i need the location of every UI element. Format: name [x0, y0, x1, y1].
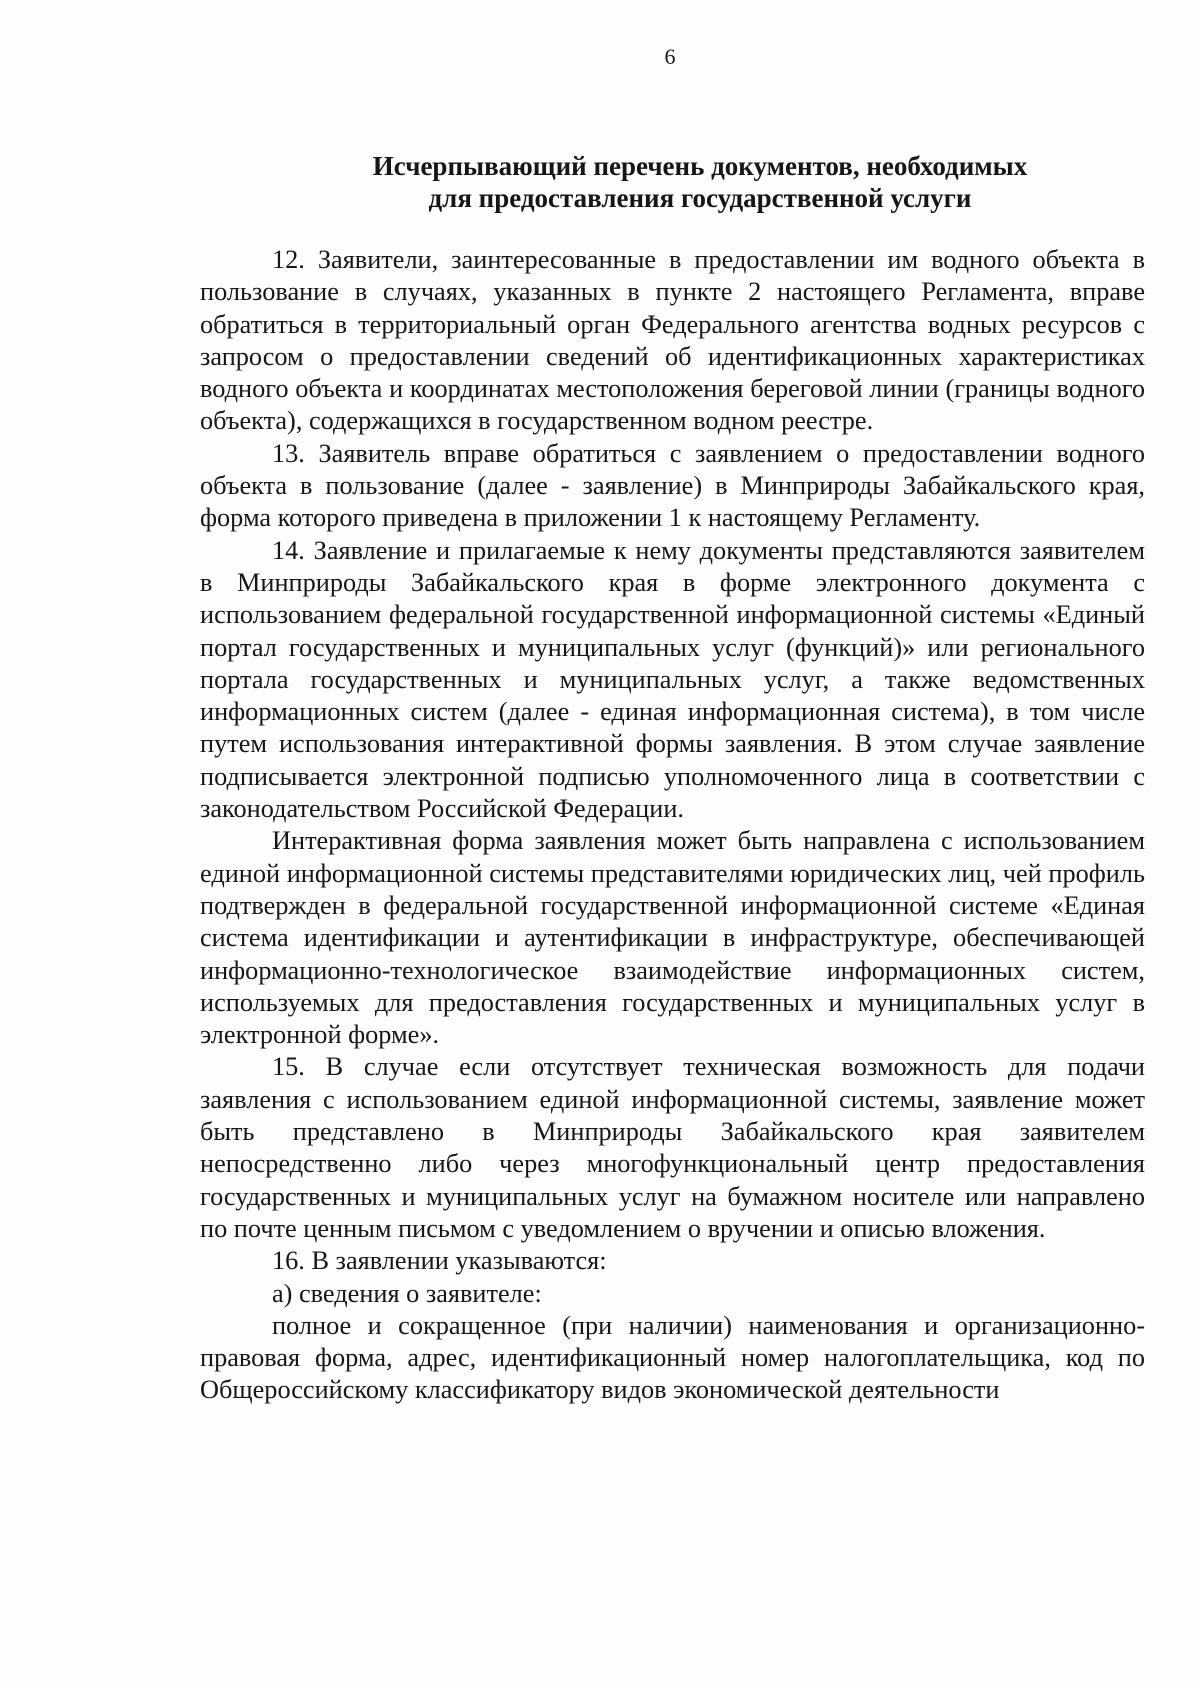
paragraph-16: 16. В заявлении указываются: — [272, 1246, 607, 1276]
paragraph-16-a-details: полное и сокращенное (при наличии) наименования и организационно-правовая форма, адрес, идентификационный номер налогоплательщика, код по Общероссийскому классификатору видов экономической деятельности — [200, 1310, 1145, 1405]
paragraph-13: 13. Заявитель вправе обратиться с заявлением о предоставлении водного объекта в пользование (далее - заявление) в Минприроды Забайкальского края, форма которого приведена в приложении 1 к настоящему Регламенту. — [200, 438, 1145, 533]
document-body — [200, 244, 1145, 1407]
paragraph-14-interactive-form: Интерактивная форма заявления может быть направлена с использованием единой информационной системы представителями юридических лиц, чей профиль подтвержден в федеральной государственной информационной системе «Единая система идентификации и аутентификации в инфраструктуре, обеспечивающей информационно-технологическое взаимодействие информационных систем, используемых для предоставления государственных и муниципальных услуг в электронной форме». — [200, 826, 1145, 1050]
section-heading — [200, 150, 1200, 214]
section-heading-line-2: для предоставления государственной услуги — [428, 183, 972, 213]
paragraph-15: 15. В случае если отсутствует техническая возможность для подачи заявления с использованием единой информационной системы, заявление может быть представлено в Минприроды Забайкальского края заявителем непосредственно либо через многофункциональный центр предоставления государственных и муниципальных услуг на бумажном носителе или направлено по почте ценным письмом с уведомлением о вручении и описью вложения. — [200, 1052, 1145, 1243]
section-heading-line-1: Исчерпывающий перечень документов, необходимых — [372, 151, 1028, 181]
paragraph-14: 14. Заявление и прилагаемые к нему документы представляются заявителем в Минприроды Забайкальского края в форме электронного документа с использованием федеральной государственной информационной системы «Единый портал государственных и муниципальных услуг (функций)» или регионального портала государственных и муниципальных услуг, а также ведомственных информационных систем (далее - единая информационная система), в том числе путем использования интерактивной формы заявления. В этом случае заявление подписывается электронной подписью уполномоченного лица в соответствии с законодательством Российской Федерации. — [200, 535, 1145, 824]
paragraph-16-a: а) сведения о заявителе: — [272, 1278, 542, 1308]
paragraph-12: 12. Заявители, заинтересованные в предоставлении им водного объекта в пользование в случаях, указанных в пункте 2 настоящего Регламента, вправе обратиться в территориальный орган Федерального агентства водных ресурсов с запросом о предоставлении сведений об идентификационных характеристиках водного объекта и координатах местоположения береговой линии (границы водного объекта), содержащихся в государственном водном реестре. — [200, 245, 1145, 436]
page-number: 6 — [664, 44, 676, 69]
